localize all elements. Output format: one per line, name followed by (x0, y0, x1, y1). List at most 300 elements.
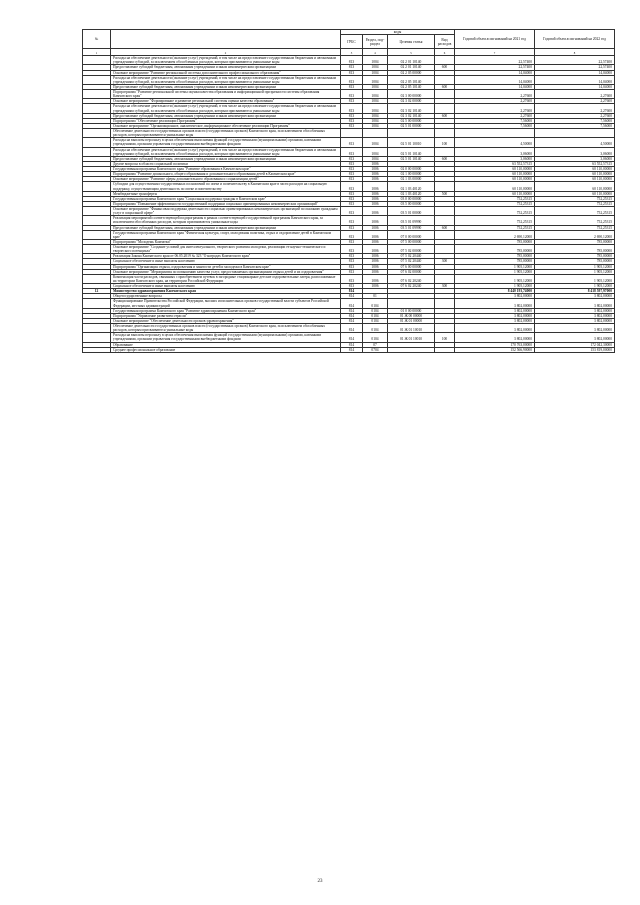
row-target: 02 3 02 10140 (388, 104, 435, 113)
row-amount-2022: 7,56000 (535, 123, 615, 128)
row-amount-2022: 8 418 597,97000 (535, 289, 615, 294)
row-amount-2022: 63 552,57315 (535, 161, 615, 166)
row-section: 0104 (363, 299, 388, 308)
row-name: Расходы на обеспечение деятельности (оказание услуг) учреждений, в том числе на предоставление государственным бюджетным и автономным учреждениям субсидий, за исключением обособленных расходов, которым присваиваются уникальные коды (111, 56, 341, 65)
row-number: 12 (83, 289, 111, 294)
row-name: Межбюджетные трансферты (111, 191, 341, 196)
row-name: Компенсация части расходов, связанных с приобретением путевок в загородные стационарные детские оздоровительные лагеря, расположенные на территории Камчатского края, на территории Российской Федерации (111, 274, 341, 283)
row-target: 07 5 02 20440 (388, 254, 435, 259)
row-name: Государственная программа Камчатского края "Социальная поддержка граждан в Камчатском крае" (111, 196, 341, 201)
row-amount-2022: 3 802,00000 (535, 294, 615, 299)
row-target: 02 1 03 00000 (388, 177, 435, 182)
row-target: 02 2 01 10140 (388, 56, 435, 65)
row-name: Основное мероприятие "Формирование и развитие региональной системы оценки качества образования" (111, 99, 341, 104)
row-amount-2021: 60 110,00000 (455, 182, 535, 191)
table-row (83, 75, 615, 84)
row-amount-2021: 3 802,00000 (455, 308, 535, 313)
row-amount-2021: 22,57400 (455, 65, 535, 70)
row-section: 1006 (363, 182, 388, 191)
row-section: 1004 (363, 147, 388, 156)
table-row (83, 147, 615, 156)
row-section: 1006 (363, 191, 388, 196)
row-amount-2022: 1 905,12000 (535, 264, 615, 269)
row-target: 07 6 00 00000 (388, 264, 435, 269)
row-grbs: 813 (341, 177, 363, 182)
row-amount-2022: 14,04000 (535, 75, 615, 84)
row-target: 01 0 00 00000 (388, 308, 435, 313)
row-grbs: 813 (341, 216, 363, 225)
row-grbs: 813 (341, 196, 363, 201)
row-amount-2021: 3,06000 (455, 156, 535, 161)
column-index: 7 (455, 49, 535, 56)
row-grbs: 814 (341, 342, 363, 347)
row-target: 01 Ж 01 00000 (388, 318, 435, 323)
row-amount-2021: 785,00000 (455, 254, 535, 259)
row-number (83, 216, 111, 225)
row-name: Образование (111, 342, 341, 347)
row-amount-2021: 60 110,00000 (455, 191, 535, 196)
row-section: 1006 (363, 225, 388, 230)
row-grbs: 813 (341, 90, 363, 99)
row-target: 07 5 02 20440 (388, 259, 435, 264)
row-expense-type: 600 (435, 65, 455, 70)
row-expense-type: 600 (435, 84, 455, 89)
column-index-row (83, 49, 615, 56)
row-amount-2021: 1 905,12000 (455, 269, 535, 274)
row-grbs: 813 (341, 269, 363, 274)
row-amount-2022: 785,00000 (535, 239, 615, 244)
row-amount-2022: 3,06000 (535, 156, 615, 161)
row-number (83, 299, 111, 308)
row-number (83, 207, 111, 216)
row-amount-2021: 63 552,57315 (455, 161, 535, 166)
row-section: 1006 (363, 259, 388, 264)
row-section: 1004 (363, 75, 388, 84)
table-body (83, 56, 615, 353)
table-row (83, 324, 615, 333)
row-section: 1004 (363, 138, 388, 147)
row-name: Среднее профессиональное образование (111, 347, 341, 352)
row-grbs: 814 (341, 347, 363, 352)
row-target: 02 2 05 10140 (388, 75, 435, 84)
row-section: 1004 (363, 70, 388, 75)
header-number: № (83, 30, 111, 49)
row-target: 02 2 05 10140 (388, 84, 435, 89)
row-amount-2021: 752,25315 (455, 225, 535, 230)
row-grbs: 813 (341, 118, 363, 123)
row-number (83, 104, 111, 113)
row-expense-type (435, 230, 455, 239)
row-name: Министерство здравоохранения Камчатского края (111, 289, 341, 294)
row-name: Основное мероприятие "Создание условий для интеллектуального, творческого развития молодежи, реализации ее научно-технического и творческого потенциала" (111, 245, 341, 254)
row-expense-type: 600 (435, 225, 455, 230)
row-name: Расходы на обеспечение деятельности (оказание услуг) учреждений, в том числе на предоставление государственным бюджетным и автономным учреждениям субсидий, за исключением обособленных расходов, которым присваиваются уникальные коды (111, 147, 341, 156)
row-target: 03 5 01 09990 (388, 225, 435, 230)
row-section: 1004 (363, 90, 388, 99)
row-grbs: 814 (341, 313, 363, 318)
row-section (363, 129, 388, 138)
row-target: 02 0 00 00000 (388, 167, 435, 172)
row-expense-type (435, 147, 455, 156)
row-amount-2021: 752,25315 (455, 196, 535, 201)
row-target: 02 3 00 00000 (388, 90, 435, 99)
row-amount-2022: 7,56000 (535, 118, 615, 123)
row-section: 0104 (363, 324, 388, 333)
row-section: 1004 (363, 104, 388, 113)
header-2022: Годовой объем ассигнований на 2022 год (535, 30, 615, 49)
row-grbs: 813 (341, 84, 363, 89)
row-name: Расходы на обеспечение деятельности (оказание услуг) учреждений, в том числе на предоставление государственным бюджетным и автономным учреждениям субсидий, за исключением обособленных расходов, которым присваиваются уникальные коды (111, 75, 341, 84)
row-section: 1004 (363, 56, 388, 65)
row-target: 01 Ж 01 10010 (388, 324, 435, 333)
table-row (83, 182, 615, 191)
row-name: Подпрограмма "Обеспечение реализации Программы" (111, 118, 341, 123)
header-expense-type: Вид расходов (435, 35, 455, 49)
row-name: Обеспечение деятельности государственных органов власти (государственных органов) Камчатского края, за исключением обособленных расходов, которым присваиваются уникальные коды (111, 129, 341, 138)
row-grbs: 813 (341, 239, 363, 244)
row-amount-2021: 1 905,12000 (455, 274, 535, 283)
row-amount-2021: 785,00000 (455, 259, 535, 264)
row-grbs: 813 (341, 259, 363, 264)
row-grbs: 813 (341, 201, 363, 206)
row-grbs: 813 (341, 147, 363, 156)
row-section: 1006 (363, 264, 388, 269)
row-amount-2022: 60 110,00000 (535, 172, 615, 177)
row-section: 1006 (363, 269, 388, 274)
row-amount-2021: 3 802,00000 (455, 324, 535, 333)
row-section: 1004 (363, 99, 388, 104)
row-amount-2022: 752,25315 (535, 216, 615, 225)
row-grbs: 814 (341, 324, 363, 333)
row-name: Обеспечение деятельности государственных органов власти (государственных органов) Камчатского края, за исключением обособленных расходов, которым присваиваются уникальные коды (111, 324, 341, 333)
row-section: 1006 (363, 167, 388, 172)
row-grbs: 813 (341, 113, 363, 118)
row-target: 03 5 01 09990 (388, 216, 435, 225)
row-expense-type (435, 245, 455, 254)
row-expense-type (435, 299, 455, 308)
row-amount-2021: 8 440 193,74000 (455, 289, 535, 294)
row-target: 01 Ж 01 10010 (388, 333, 435, 342)
row-grbs (341, 129, 363, 138)
row-name: Основное мероприятие "Обеспечение деятельности органов здравоохранения" (111, 318, 341, 323)
table-row (83, 245, 615, 254)
row-amount-2022: 2,27600 (535, 113, 615, 118)
row-number (83, 324, 111, 333)
row-amount-2022: 1 905,12000 (535, 269, 615, 274)
row-section: 0704 (363, 347, 388, 352)
table-row (83, 299, 615, 308)
table-row (83, 230, 615, 239)
row-amount-2021: 752,25315 (455, 216, 535, 225)
row-amount-2021: 2,27600 (455, 113, 535, 118)
row-amount-2021: 3 802,00000 (455, 333, 535, 342)
row-amount-2022: 2,27600 (535, 90, 615, 99)
row-amount-2021: 170 763,00000 (455, 342, 535, 347)
row-target (388, 347, 435, 352)
row-target: 03 0 00 00000 (388, 196, 435, 201)
row-amount-2022: 785,00000 (535, 254, 615, 259)
row-expense-type: 500 (435, 191, 455, 196)
row-target: 02 1 03 40120 (388, 182, 435, 191)
row-section: 1004 (363, 113, 388, 118)
row-name: Расходы на выплаты персоналу в целях обеспечения выполнения функций государственными (муниципальными) органами, казенными учреждениями, органами управления государственными внебюджетными фондами (111, 333, 341, 342)
row-target: 02 3 02 00000 (388, 99, 435, 104)
row-grbs: 813 (341, 99, 363, 104)
row-name: Государственная программа Камчатского края "Физическая культура, спорт, молодежная политика, отдых и оздоровление детей в Камчатском крае" (111, 230, 341, 239)
row-number (83, 147, 111, 156)
row-expense-type (435, 216, 455, 225)
row-target: 02 5 01 10140 (388, 147, 435, 156)
table-row (83, 104, 615, 113)
row-amount-2021: 785,00000 (455, 245, 535, 254)
row-expense-type (435, 182, 455, 191)
row-number (83, 138, 111, 147)
row-target: 02 5 01 10140 (388, 156, 435, 161)
row-section: 1006 (363, 230, 388, 239)
row-amount-2021: 3 802,00000 (455, 313, 535, 318)
row-grbs: 813 (341, 75, 363, 84)
row-grbs: 813 (341, 274, 363, 283)
row-grbs: 814 (341, 294, 363, 299)
row-name: Общегосударственные вопросы (111, 294, 341, 299)
column-index: 3 (341, 49, 363, 56)
row-amount-2022: 752,25315 (535, 196, 615, 201)
row-grbs: 813 (341, 65, 363, 70)
row-section: 1004 (363, 118, 388, 123)
row-grbs: 814 (341, 308, 363, 313)
table-row (83, 216, 615, 225)
row-amount-2021: 2,27600 (455, 99, 535, 104)
row-target: 03 5 01 00000 (388, 207, 435, 216)
row-amount-2022: 60 110,00000 (535, 182, 615, 191)
row-name: Основное мероприятие "Мероприятия по повышению качества услуг, предоставляемых организациями отдыха детей и их оздоровления" (111, 269, 341, 274)
row-amount-2021: 1 905,12000 (455, 264, 535, 269)
budget-table (82, 29, 615, 353)
row-number (83, 333, 111, 342)
row-section: 0104 (363, 308, 388, 313)
row-target: 07 5 00 00000 (388, 239, 435, 244)
row-name: Подпрограмма "Организация отдыха, оздоровления и занятости детей и молодежи в Камчатском крае" (111, 264, 341, 269)
row-target: 07 6 02 20240 (388, 274, 435, 283)
column-index: 1 (83, 49, 111, 56)
row-amount-2021: 2,27600 (455, 90, 535, 99)
row-amount-2021: 3,06000 (455, 147, 535, 156)
table-row (83, 347, 615, 352)
row-section: 1006 (363, 207, 388, 216)
row-amount-2022: 14,04000 (535, 70, 615, 75)
row-target: 07 6 02 20240 (388, 284, 435, 289)
table-row (83, 56, 615, 65)
row-name: Предоставление субсидий бюджетным, автономным учреждениям и иным некоммерческим организациям (111, 84, 341, 89)
row-name: Государственная программа Камчатского края "Развитие образования в Камчатском крае" (111, 167, 341, 172)
row-amount-2021: 60 110,00000 (455, 167, 535, 172)
row-amount-2022: 3 802,00000 (535, 333, 615, 342)
header-grbs: ГРБС (341, 35, 363, 49)
row-grbs: 814 (341, 299, 363, 308)
row-grbs: 813 (341, 138, 363, 147)
row-expense-type (435, 75, 455, 84)
row-target: 02 5 01 00000 (388, 123, 435, 128)
row-section: 0104 (363, 318, 388, 323)
row-expense-type: 300 (435, 284, 455, 289)
row-grbs: 814 (341, 333, 363, 342)
row-name: Предоставление субсидий бюджетным, автономным учреждениям и иным некоммерческим организациям (111, 225, 341, 230)
row-section: 1004 (363, 123, 388, 128)
row-target: 02 3 02 10140 (388, 113, 435, 118)
row-target: 07 5 02 00000 (388, 245, 435, 254)
row-grbs: 813 (341, 245, 363, 254)
row-target (388, 129, 435, 138)
row-amount-2022: 2 690,12000 (535, 230, 615, 239)
row-name: Расходы на обеспечение деятельности (оказание услуг) учреждений, в том числе на предоставление государственным бюджетным и автономным учреждениям субсидий, за исключением обособленных расходов, которым присваиваются уникальные коды (111, 104, 341, 113)
row-section: 0104 (363, 333, 388, 342)
row-target: 02 5 01 10010 (388, 138, 435, 147)
header-name (111, 30, 341, 49)
row-amount-2022: 153 819,00000 (535, 347, 615, 352)
row-grbs: 814 (341, 318, 363, 323)
row-target: 02 1 00 00000 (388, 172, 435, 177)
column-index: 6 (435, 49, 455, 56)
row-section: 0104 (363, 313, 388, 318)
row-name: Государственная программа Камчатского края "Развитие здравоохранения Камчатского края" (111, 308, 341, 313)
row-amount-2022: 60 110,00000 (535, 191, 615, 196)
row-section: 1006 (363, 161, 388, 166)
header-target: Целевая статья (388, 35, 435, 49)
row-grbs: 813 (341, 191, 363, 196)
row-section: 1006 (363, 196, 388, 201)
row-number (83, 129, 111, 138)
row-name: Предоставление субсидий бюджетным, автономным учреждениям и иным некоммерческим организациям (111, 113, 341, 118)
row-name: Предоставление субсидий бюджетным, автономным учреждениям и иным некоммерческим организациям (111, 65, 341, 70)
row-expense-type (435, 347, 455, 352)
table-row (83, 274, 615, 283)
row-amount-2022: 60 110,00000 (535, 167, 615, 172)
row-amount-2021: 60 110,00000 (455, 172, 535, 177)
row-amount-2021: 14,04000 (455, 70, 535, 75)
row-number (83, 245, 111, 254)
row-target: 02 2 05 00000 (388, 70, 435, 75)
header-codes: коды (341, 30, 455, 35)
row-name: Подпрограмма "Развитие дошкольного, общего образования и дополнительного образования детей в Камчатском крае" (111, 172, 341, 177)
row-section: 1006 (363, 177, 388, 182)
row-amount-2021: 60 110,00000 (455, 177, 535, 182)
row-name: Реализация мероприятий соответствующей подпрограммы в рамках соответствующей государственной программы Камчатского края, за исключением обособленных расходов, которым присваиваются уникальные коды (111, 216, 341, 225)
row-name: Расходы на выплаты персоналу в целях обеспечения выполнения функций государственными (муниципальными) органами, казенными учреждениями, органами управления государственными внебюджетными фондами (111, 138, 341, 147)
row-section: 1006 (363, 245, 388, 254)
row-amount-2022: 3 802,00000 (535, 318, 615, 323)
row-grbs: 813 (341, 161, 363, 166)
row-name: Функционирование Правительства Российской Федерации, высших исполнительных органов государственной власти субъектов Российской Федерации, местных администраций (111, 299, 341, 308)
row-grbs: 813 (341, 254, 363, 259)
row-amount-2022: 3 802,00000 (535, 313, 615, 318)
row-expense-type: 600 (435, 156, 455, 161)
row-amount-2022: 1 905,12000 (535, 274, 615, 283)
row-amount-2022: 3 802,00000 (535, 324, 615, 333)
row-section: 1006 (363, 284, 388, 289)
row-expense-type: 100 (435, 333, 455, 342)
row-grbs: 813 (341, 56, 363, 65)
row-amount-2021: 3 802,00000 (455, 294, 535, 299)
row-number (83, 347, 111, 352)
row-number (83, 230, 111, 239)
row-grbs: 813 (341, 167, 363, 172)
row-number (83, 90, 111, 99)
row-amount-2021 (455, 129, 535, 138)
column-index: 2 (111, 49, 341, 56)
row-section: 01 (363, 294, 388, 299)
row-grbs: 813 (341, 230, 363, 239)
row-amount-2022: 2,27600 (535, 99, 615, 104)
row-grbs: 813 (341, 172, 363, 177)
row-number (83, 274, 111, 283)
row-expense-type (435, 207, 455, 216)
row-amount-2022: 60 110,00000 (535, 177, 615, 182)
row-section: 1006 (363, 254, 388, 259)
row-section: 1006 (363, 274, 388, 283)
row-expense-type (435, 129, 455, 138)
row-name: Субсидии для осуществления государственных полномочий по опеке и попечительству в Камчатском крае в части расходов на социальную поддержку, осуществляющим деятельность по опеке и попечительству (111, 182, 341, 191)
row-name: Основное мероприятие "Развитие сферы дополнительного образования и социализации детей" (111, 177, 341, 182)
table-row (83, 90, 615, 99)
row-section: 1006 (363, 239, 388, 244)
row-expense-type (435, 324, 455, 333)
row-expense-type: 600 (435, 113, 455, 118)
row-grbs: 813 (341, 182, 363, 191)
row-grbs: 813 (341, 264, 363, 269)
column-index: 8 (535, 49, 615, 56)
row-number (83, 182, 111, 191)
row-target: 03 5 00 00000 (388, 201, 435, 206)
row-target: 01 Ж 00 00000 (388, 313, 435, 318)
row-expense-type (435, 56, 455, 65)
row-amount-2022: 22,57400 (535, 65, 615, 70)
row-amount-2022: 785,00000 (535, 259, 615, 264)
row-amount-2022: 752,25315 (535, 225, 615, 230)
row-section: 1004 (363, 156, 388, 161)
table-row (83, 129, 615, 138)
row-name: Основное мероприятие "Организационное, аналитическое, информационное обеспечение реализации Программы" (111, 123, 341, 128)
row-target: 07 0 00 00000 (388, 230, 435, 239)
table-row (83, 138, 615, 147)
row-name: Другие вопросы в области социальной политики (111, 161, 341, 166)
row-amount-2021: 4,50000 (455, 138, 535, 147)
row-expense-type (435, 274, 455, 283)
row-target: 02 1 03 40120 (388, 191, 435, 196)
row-grbs: 813 (341, 70, 363, 75)
column-index: 4 (363, 49, 388, 56)
row-target: 02 5 00 00000 (388, 118, 435, 123)
row-amount-2021: 14,04000 (455, 84, 535, 89)
row-amount-2021: 152 566,90000 (455, 347, 535, 352)
row-target: 07 6 02 00000 (388, 269, 435, 274)
row-grbs: 813 (341, 156, 363, 161)
row-name: Подпрограмма "Повышение эффективности государственной поддержки социально ориентированных некоммерческих организаций" (111, 201, 341, 206)
row-grbs: 813 (341, 225, 363, 230)
row-grbs: 813 (341, 123, 363, 128)
row-amount-2021: 1 905,12000 (455, 284, 535, 289)
row-number (83, 56, 111, 65)
row-expense-type: 300 (435, 259, 455, 264)
row-section: 1006 (363, 201, 388, 206)
row-grbs: 814 (341, 289, 363, 294)
row-name: Подпрограмма "Развитие региональной системы оценки качества образования и информационной прозрачности системы образования Камчатского края" (111, 90, 341, 99)
row-name: Подпрограмма "Молодежь Камчатки" (111, 239, 341, 244)
row-section: 07 (363, 342, 388, 347)
table-row (83, 207, 615, 216)
row-grbs: 813 (341, 284, 363, 289)
row-amount-2021: 14,04000 (455, 75, 535, 84)
row-amount-2021: 2 690,12000 (455, 230, 535, 239)
